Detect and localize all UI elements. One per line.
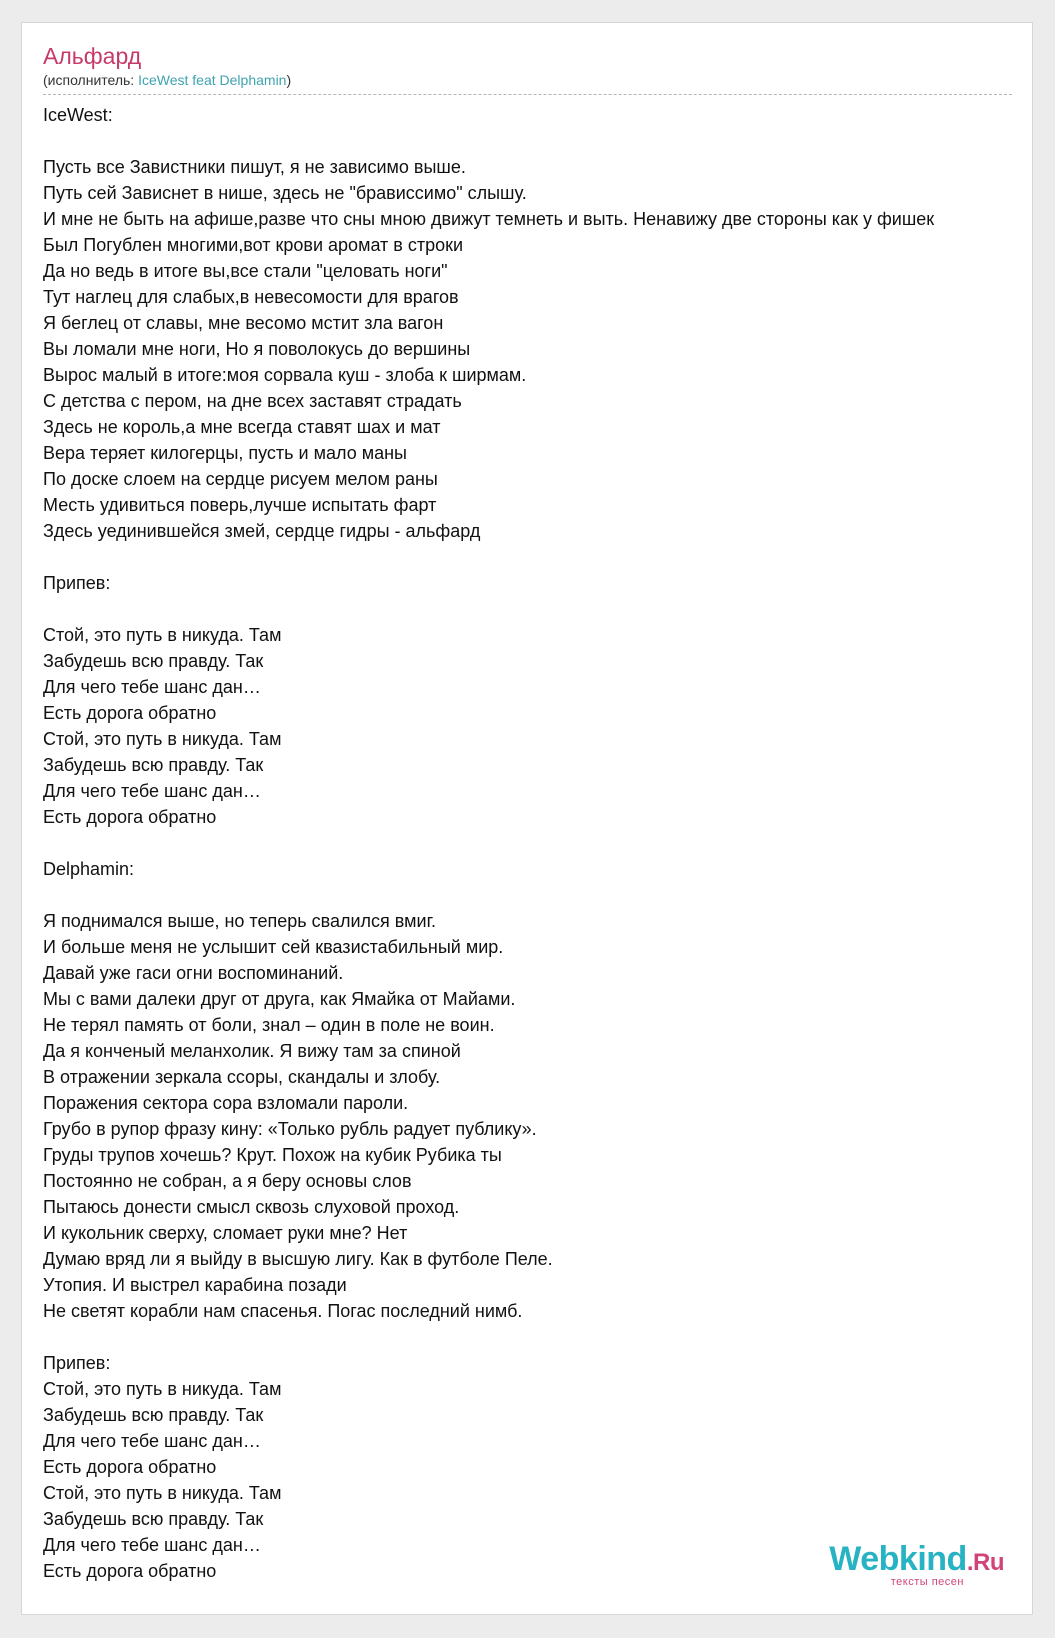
lyric-blank-line [43, 1324, 1033, 1350]
lyric-line: Поражения сектора сора взломали пароли. [43, 1093, 409, 1113]
lyric-line: Да я конченый меланхолик. Я вижу там за спиной [43, 1041, 461, 1061]
lyric-line: Вы ломали мне ноги, Но я поволокусь до вершины [43, 339, 471, 359]
song-title: Альфард [43, 43, 142, 69]
lyric-line: Для чего тебе шанс дан… [43, 677, 261, 697]
lyric-line: Забудешь всю правду. Так [43, 1405, 264, 1425]
lyric-line: Забудешь всю правду. Так [43, 651, 264, 671]
lyric-line: Пытаюсь донести смысл сквозь слуховой проход. [43, 1197, 460, 1217]
lyric-line: Я поднимался выше, но теперь свалился вмиг. [43, 911, 436, 931]
lyric-line: Месть удивиться поверь,лучше испытать фарт [43, 495, 437, 515]
artist-suffix: ) [286, 72, 292, 88]
lyric-line: С детства с пером, на дне всех заставят страдать [43, 391, 462, 411]
lyric-blank-line [43, 882, 1033, 908]
lyric-line: В отражении зеркала ссоры, скандалы и злобу. [43, 1067, 441, 1087]
lyric-line: И больше меня не услышит сей квазистабильный мир. [43, 937, 504, 957]
lyric-blank-line [43, 544, 1033, 570]
lyrics-page [21, 22, 1033, 1615]
lyric-line: Груды трупов хочешь? Крут. Похож на кубик Рубика ты [43, 1145, 502, 1165]
artist-line [43, 71, 1012, 89]
lyric-line: Был Погублен многими,вот крови аромат в строки [43, 235, 464, 255]
lyric-line: Грубо в рупор фразу кину: «Только рубль радует публику». [43, 1119, 537, 1139]
lyric-line: Не терял память от боли, знал – один в поле не воин. [43, 1015, 495, 1035]
logo-wordmark [804, 1542, 1004, 1580]
header-divider [43, 94, 1012, 95]
lyric-line: Да но ведь в итоге вы,все стали "целовать ноги" [43, 261, 448, 281]
lyric-line: И кукольник сверху, сломает руки мне? Нет [43, 1223, 408, 1243]
logo-tld: .Ru [966, 1549, 1004, 1576]
lyric-line: Есть дорога обратно [43, 1561, 217, 1581]
lyric-line: Забудешь всю правду. Так [43, 1509, 264, 1529]
lyric-line: Постоянно не собран, а я беру основы слов [43, 1171, 412, 1191]
lyric-line: Думаю вряд ли я выйду в высшую лигу. Как в футболе Пеле. [43, 1249, 553, 1269]
lyric-line: Пусть все Завистники пишут, я не зависимо выше. [43, 157, 466, 177]
lyric-line: Стой, это путь в никуда. Там [43, 1483, 282, 1503]
site-logo[interactable] [804, 1542, 1004, 1588]
lyric-line: И мне не быть на афише,разве что сны мною движут темнеть и выть. Ненавижу две стороны как у фишек [43, 209, 935, 229]
lyric-line: Стой, это путь в никуда. Там [43, 625, 282, 645]
lyric-line: Есть дорога обратно [43, 1457, 217, 1477]
lyric-blank-line [43, 596, 1033, 622]
lyric-line: Стой, это путь в никуда. Там [43, 729, 282, 749]
lyric-line: Для чего тебе шанс дан… [43, 1535, 261, 1555]
lyric-line: Вырос малый в итоге:моя сорвала куш - злоба к ширмам. [43, 365, 527, 385]
song-header [43, 41, 1012, 89]
lyric-blank-line [43, 830, 1033, 856]
lyric-line: Давай уже гаси огни воспоминаний. [43, 963, 344, 983]
lyric-line: Delphamin: [43, 859, 135, 879]
lyric-line: Здесь не король,а мне всегда ставят шах и мат [43, 417, 441, 437]
lyric-line: Припев: [43, 1353, 111, 1373]
lyric-line: Путь сей Зависнет в нише, здесь не "брависсимо" слышу. [43, 183, 527, 203]
artist-link[interactable]: IceWest feat Delphamin [138, 72, 287, 88]
lyric-line: Тут наглец для слабых,в невесомости для врагов [43, 287, 459, 307]
lyric-line: Не светят корабли нам спасенья. Погас последний нимб. [43, 1301, 523, 1321]
lyric-line: Здесь уединившейся змей, сердце гидры - альфард [43, 521, 481, 541]
lyric-line: Есть дорога обратно [43, 703, 217, 723]
lyric-line: Мы с вами далеки друг от друга, как Ямайка от Майами. [43, 989, 516, 1009]
artist-prefix: (исполнитель: [43, 72, 139, 88]
lyric-line: Для чего тебе шанс дан… [43, 1431, 261, 1451]
lyrics-body [43, 102, 1033, 1584]
logo-tagline: тексты песен [890, 1576, 964, 1588]
lyric-blank-line [43, 128, 1033, 154]
lyric-line: IceWest: [43, 105, 113, 125]
lyric-line: Есть дорога обратно [43, 807, 217, 827]
lyric-line: Я беглец от славы, мне весомо мстит зла вагон [43, 313, 444, 333]
logo-name: Webkind [829, 1540, 967, 1578]
lyric-line: Утопия. И выстрел карабина позади [43, 1275, 347, 1295]
lyric-line: Для чего тебе шанс дан… [43, 781, 261, 801]
lyric-line: Забудешь всю правду. Так [43, 755, 264, 775]
lyric-line: Припев: [43, 573, 111, 593]
lyric-line: Стой, это путь в никуда. Там [43, 1379, 282, 1399]
lyric-line: По доске слоем на сердце рисуем мелом раны [43, 469, 438, 489]
lyric-line: Вера теряет килогерцы, пусть и мало маны [43, 443, 407, 463]
